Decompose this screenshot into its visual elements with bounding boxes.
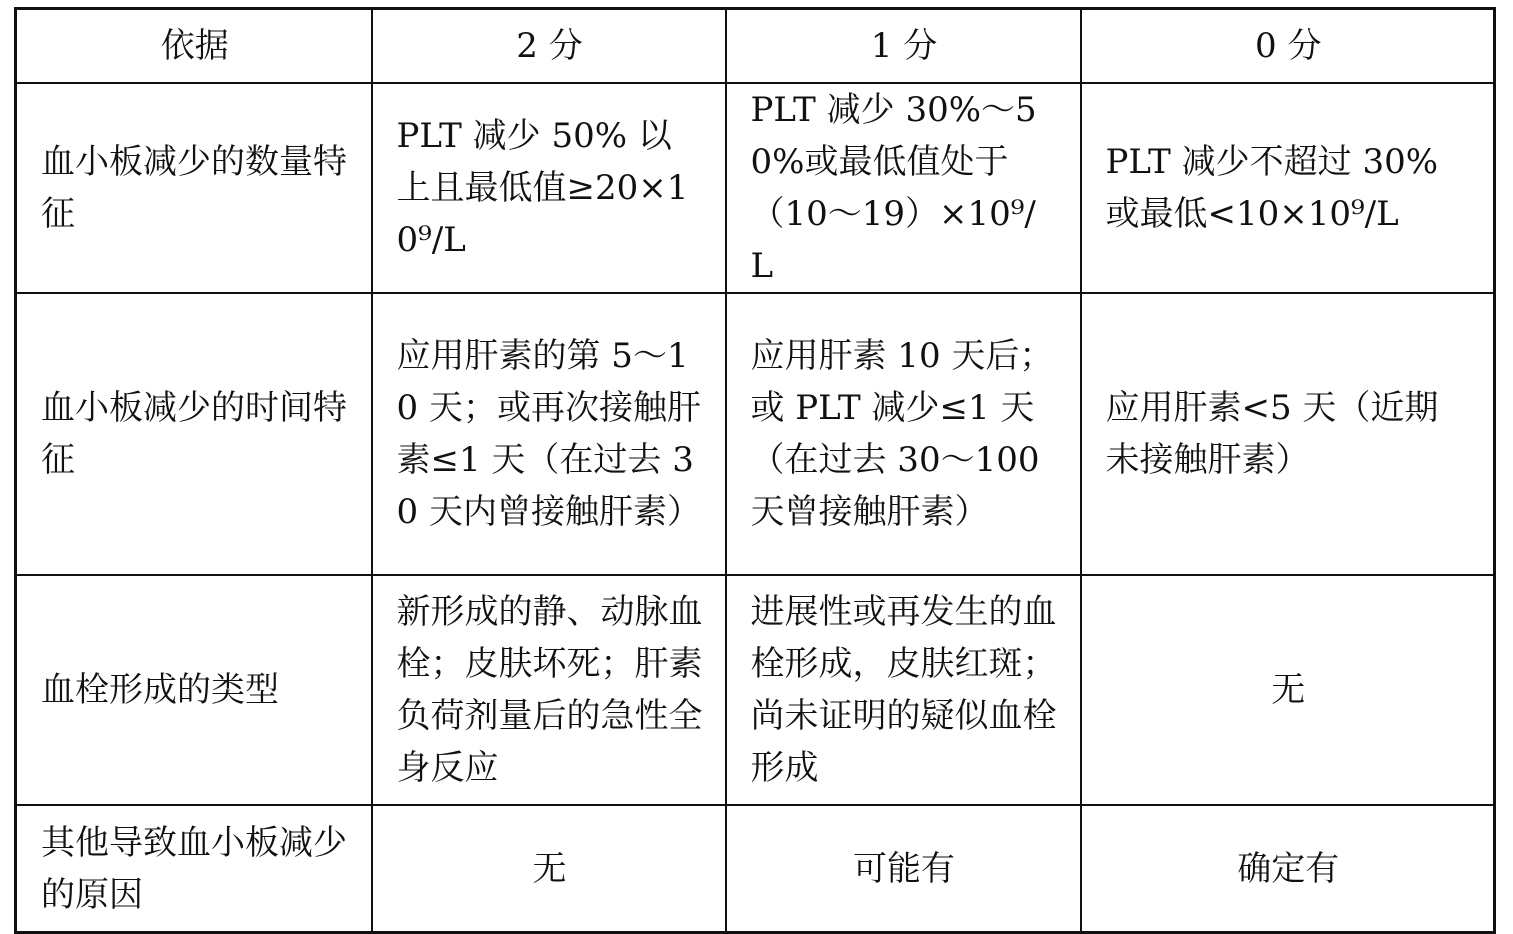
score-2-cell: 应用肝素的第 5～10 天；或再次接触肝素≤1 天（在过去 30 天内曾接触肝素）	[372, 293, 726, 575]
score-0-cell: 应用肝素<5 天（近期未接触肝素）	[1081, 293, 1495, 575]
score-0-cell: 确定有	[1081, 805, 1495, 933]
criterion-cell: 血栓形成的类型	[16, 575, 372, 805]
score-2-cell: 新形成的静、动脉血栓；皮肤坏死；肝素负荷剂量后的急性全身反应	[372, 575, 726, 805]
table-row	[16, 293, 1495, 575]
score-1-cell: 应用肝素 10 天后；或 PLT 减少≤1 天（在过去 30～100 天曾接触肝素）	[726, 293, 1081, 575]
score-2-cell: PLT 减少 50% 以上且最低值≥20×10⁹/L	[372, 83, 726, 293]
table-body	[16, 83, 1495, 933]
header-basis: 依据	[16, 9, 372, 84]
header-score-0: 0 分	[1081, 9, 1495, 84]
score-1-cell: 可能有	[726, 805, 1081, 933]
score-0-cell: PLT 减少不超过 30%或最低<10×10⁹/L	[1081, 83, 1495, 293]
score-2-cell: 无	[372, 805, 726, 933]
criterion-cell: 血小板减少的时间特征	[16, 293, 372, 575]
criterion-cell: 血小板减少的数量特征	[16, 83, 372, 293]
criterion-cell: 其他导致血小板减少的原因	[16, 805, 372, 933]
header-score-1: 1 分	[726, 9, 1081, 84]
table-row	[16, 805, 1495, 933]
scoring-table	[14, 7, 1496, 934]
table-row	[16, 83, 1495, 293]
score-0-cell: 无	[1081, 575, 1495, 805]
header-score-2: 2 分	[372, 9, 726, 84]
table-row	[16, 575, 1495, 805]
header-row	[16, 9, 1495, 84]
table-header	[16, 9, 1495, 84]
score-1-cell: PLT 减少 30%～50%或最低值处于（10～19）×10⁹/L	[726, 83, 1081, 293]
score-1-cell: 进展性或再发生的血栓形成，皮肤红斑；尚未证明的疑似血栓形成	[726, 575, 1081, 805]
